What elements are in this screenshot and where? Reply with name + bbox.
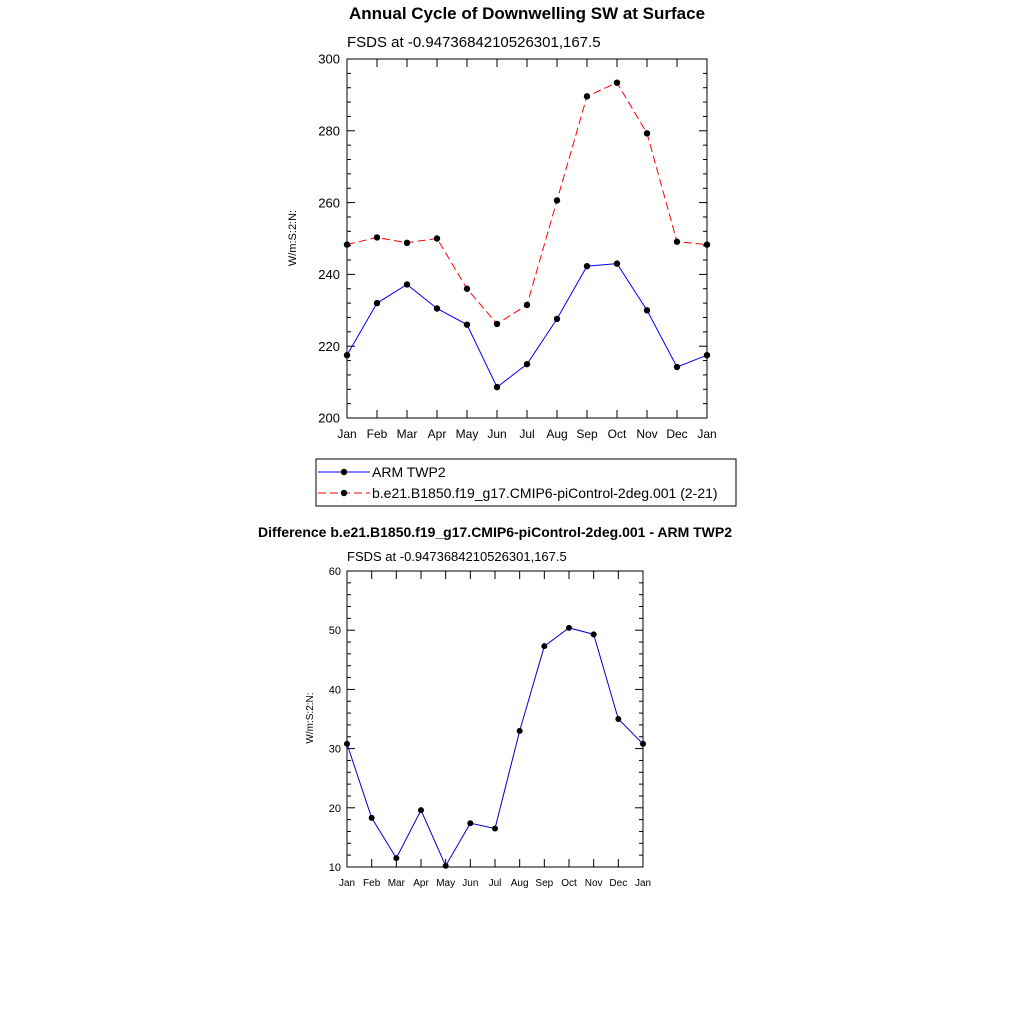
data-point [615,716,621,722]
data-point [674,364,680,370]
legend-entry [318,485,718,501]
plot-area [329,566,651,889]
data-point [584,93,590,99]
y-tick-label: 40 [328,684,341,697]
data-point [554,197,560,203]
y-tick-label: 220 [318,338,340,354]
legend-entry [318,464,446,480]
y-tick-label: 20 [328,802,341,815]
x-tick-label: Jan [337,427,357,441]
y-axis-label: W/m:S:2:N: [287,209,299,267]
data-point [614,260,620,266]
x-tick-label: May [455,427,479,441]
chart-title: Difference b.e21.B1850.f19_g17.CMIP6-piControl-2deg.001 - ARM TWP2 [257,524,733,540]
y-tick-label: 260 [318,195,340,211]
data-point [434,305,440,311]
x-tick-label: Jan [338,878,356,889]
data-point [393,855,399,861]
data-point [434,235,440,241]
legend [316,459,736,506]
data-point [464,286,470,292]
x-tick-label: Aug [546,427,568,441]
data-point [674,239,680,245]
data-point [517,728,523,734]
x-tick-label: Oct [561,878,577,889]
data-point [541,643,547,649]
legend-label: b.e21.B1850.f19_g17.CMIP6-piControl-2deg.001 (2-21) [372,485,718,501]
data-point [443,863,449,869]
chart-annual-cycle [287,4,736,506]
y-tick-label: 50 [328,625,341,638]
data-point [344,241,350,247]
y-tick-label: 10 [328,861,341,874]
x-tick-label: Jan [697,427,717,441]
y-tick-label: 280 [318,123,340,139]
x-tick-label: Dec [609,878,628,889]
x-tick-label: Jan [634,878,652,889]
data-point [640,741,646,747]
x-tick-label: May [436,878,456,889]
data-point [644,130,650,136]
data-point [524,302,530,308]
legend-label: ARM TWP2 [372,464,446,480]
x-tick-label: Mar [387,878,405,889]
data-point [374,234,380,240]
x-tick-label: Jul [488,878,502,889]
chart-difference [258,524,732,889]
x-tick-label: Jul [519,427,535,441]
data-point [591,631,597,637]
data-point [404,240,410,246]
x-tick-label: Sep [576,427,598,441]
chart-subtitle: FSDS at -0.9473684210526301,167.5 [347,34,601,51]
data-point [704,352,710,358]
data-point [704,241,710,247]
x-tick-label: Feb [366,427,388,441]
data-point [584,263,590,269]
data-point [464,321,470,327]
x-tick-label: Sep [535,878,554,889]
series-line [347,264,707,388]
data-point [344,352,350,358]
plot-frame [347,571,643,867]
data-point [369,815,375,821]
x-tick-label: Apr [413,878,429,889]
x-tick-label: Jun [462,878,479,889]
data-point [374,300,380,306]
data-point [494,384,500,390]
y-tick-label: 300 [318,51,340,67]
x-tick-label: Aug [510,878,529,889]
y-tick-label: 30 [328,743,341,756]
y-tick-label: 60 [328,565,341,578]
x-tick-label: Jun [487,427,507,441]
x-tick-label: Mar [396,427,418,441]
chart-subtitle: FSDS at -0.9473684210526301,167.5 [347,549,567,564]
x-tick-label: Apr [427,427,447,441]
data-point [344,741,350,747]
plot-area [318,52,716,441]
data-point [644,307,650,313]
chart-title: Annual Cycle of Downwelling SW at Surface [348,4,706,23]
x-tick-label: Nov [636,427,658,441]
x-tick-label: Feb [363,878,381,889]
data-point [566,625,572,631]
data-point [494,321,500,327]
x-tick-label: Dec [666,427,688,441]
data-point [418,807,424,813]
data-point [492,826,498,832]
data-point [467,820,473,826]
y-tick-label: 200 [318,410,340,426]
data-point [614,79,620,85]
x-tick-label: Oct [607,427,627,441]
data-point [524,361,530,367]
data-point [554,316,560,322]
data-point [404,281,410,287]
x-tick-label: Nov [584,878,603,889]
y-tick-label: 240 [318,267,340,283]
y-axis-label: W/m:S:2:N: [305,692,316,744]
